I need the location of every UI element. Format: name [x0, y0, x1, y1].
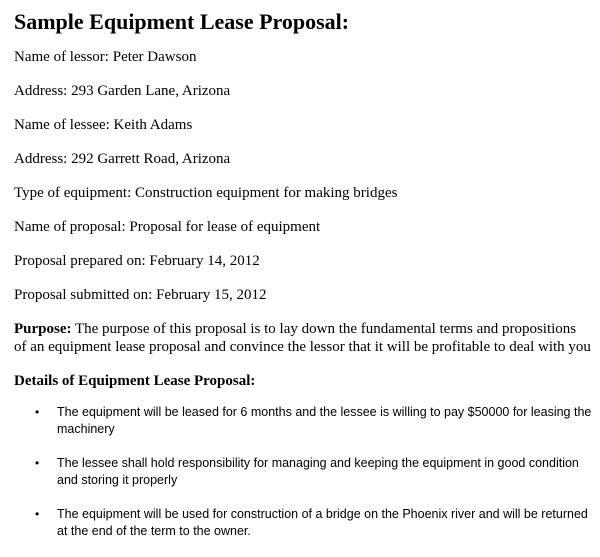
purpose-text: The purpose of this proposal is to lay down the fundamental terms and propositions of an equipment lease proposal and convince the lessor that it will be profitable to deal with you — [14, 321, 591, 355]
document — [14, 8, 592, 557]
list-item — [14, 455, 592, 489]
list-item — [14, 404, 592, 438]
submitted-date: Proposal submitted on: February 15, 2012 — [14, 287, 267, 303]
bullet-icon: • — [35, 507, 40, 521]
document-title: Sample Equipment Lease Proposal: — [14, 9, 350, 34]
list-item-text: The equipment will be leased for 6 months and the lessee is willing to pay $50000 for leasing the machinery — [57, 405, 592, 436]
details-list — [14, 404, 592, 540]
lessee-name: Name of lessee: Keith Adams — [14, 117, 193, 133]
bullet-icon: • — [35, 456, 40, 470]
purpose-paragraph — [14, 320, 592, 356]
lessor-address: Address: 293 Garden Lane, Arizona — [14, 83, 231, 99]
lessee-address: Address: 292 Garrett Road, Arizona — [14, 151, 231, 167]
lessor-name: Name of lessor: Peter Dawson — [14, 49, 197, 65]
details-heading: Details of Equipment Lease Proposal: — [14, 373, 256, 389]
list-item-text: The lessee shall hold responsibility for managing and keeping the equipment in good condition and storing it properly — [57, 456, 579, 487]
proposal-name: Name of proposal: Proposal for lease of equipment — [14, 219, 321, 235]
list-item-text: The equipment will be used for construction of a bridge on the Phoenix river and will be returned at the end of the term to the owner. — [57, 507, 588, 538]
bullet-icon: • — [35, 405, 40, 419]
equipment-type: Type of equipment: Construction equipment for making bridges — [14, 185, 398, 201]
list-item — [14, 506, 592, 540]
prepared-date: Proposal prepared on: February 14, 2012 — [14, 253, 260, 269]
purpose-label: Purpose: — [14, 321, 72, 337]
